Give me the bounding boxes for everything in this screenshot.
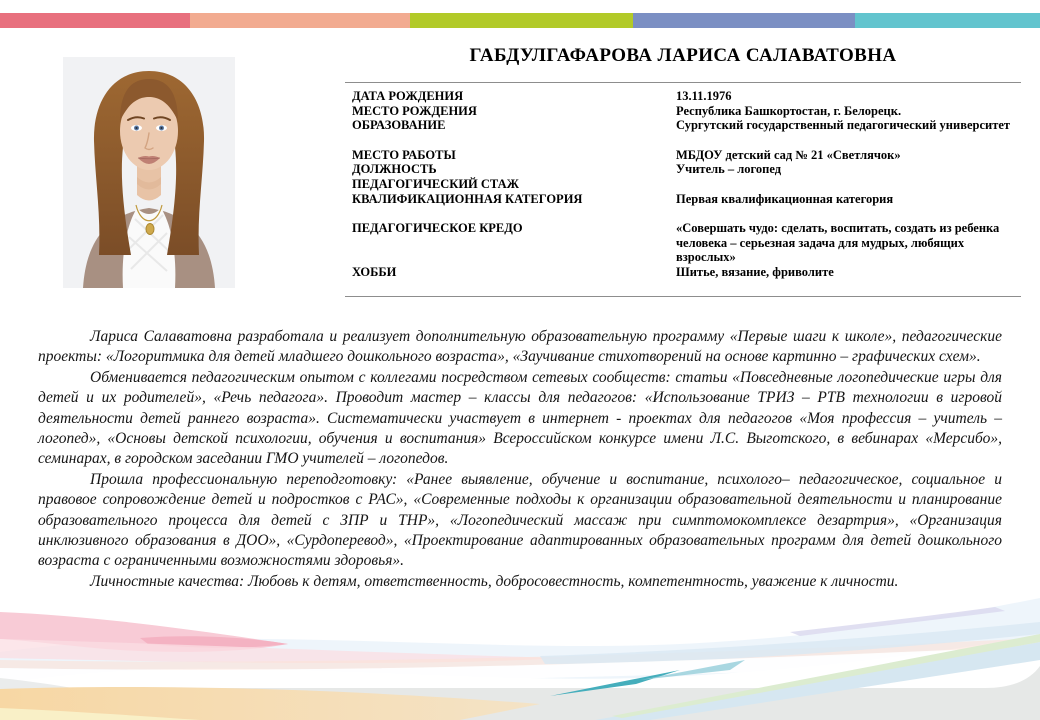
profile-fields xyxy=(352,89,1020,280)
field-label: ПЕДАГОГИЧЕСКИЙ СТАЖ xyxy=(352,176,520,191)
field-row xyxy=(352,177,1020,192)
field-group-credo xyxy=(352,221,1020,279)
field-value: Шитье, вязание, фриволите xyxy=(676,264,834,279)
field-value: МБДОУ детский сад № 21 «Светлячок» xyxy=(676,147,901,162)
field-label: ОБРАЗОВАНИЕ xyxy=(352,118,446,133)
color-segment-salmon xyxy=(190,13,410,28)
field-label: ХОББИ xyxy=(352,264,397,279)
divider-bottom xyxy=(345,296,1021,297)
field-label: МЕСТО РОЖДЕНИЯ xyxy=(352,103,477,118)
field-label: ПЕДАГОГИЧЕСКОЕ КРЕДО xyxy=(352,221,523,236)
field-row xyxy=(352,148,1020,163)
field-value: Учитель – логопед xyxy=(676,162,782,177)
field-label: МЕСТО РАБОТЫ xyxy=(352,147,456,162)
color-segment-coral xyxy=(0,13,190,28)
field-row xyxy=(352,118,1020,133)
bio-paragraph-experience: Обменивается педагогическим опытом с коллегами посредством сетевых сообществ: статьи «Повседневные логопедические игры для детей и их родителей», «Речь педагога». Проводит мастер – классы для педагогов: «Использование ТРИЗ – РТВ технологии в игровой деятельности детей раннего возраста». Систематически участвует в интернет - проектах для педагогов «Моя профессия – учитель – логопед», «Основы детской психологии, обучения и воспитания» Всероссийском конкурсе имени Л.С. Выготского, в вебинарах «Мерсибо», семинарах, в городском заседании ГМО учителей – логопедов. xyxy=(38,368,1002,468)
field-label: ДАТА РОЖДЕНИЯ xyxy=(352,89,464,103)
color-segment-lime xyxy=(410,13,633,28)
field-row xyxy=(352,192,1020,207)
field-row xyxy=(352,162,1020,177)
field-row xyxy=(352,265,1020,280)
divider-top xyxy=(345,82,1021,83)
field-value: Первая квалификационная категория xyxy=(676,191,894,206)
field-value: 13.11.1976 xyxy=(676,89,732,103)
field-label: КВАЛИФИКАЦИОННАЯ КАТЕГОРИЯ xyxy=(352,191,583,206)
field-row xyxy=(352,221,1020,265)
bio-paragraph-qualities: Личностные качества: Любовь к детям, ответственность, добросовестность, компетентность, уважение к личности. xyxy=(90,572,899,590)
color-segment-periwinkle xyxy=(633,13,855,28)
bio-paragraph-programs: Лариса Салаватовна разработала и реализует дополнительную образовательную программу «Первые шаги к школе», педагогические проекты: «Логоритмика для детей младшего дошкольного возраста», «Заучивание стихотворений на основе картинно – графических схем». xyxy=(38,328,1002,366)
field-row xyxy=(352,104,1020,119)
top-color-bar xyxy=(0,13,1040,28)
field-value xyxy=(676,177,1020,192)
field-value: Республика Башкортостан, г. Белорецк. xyxy=(676,103,902,118)
decorative-waves xyxy=(0,592,1040,720)
field-row xyxy=(352,89,1020,104)
portrait-photo xyxy=(63,57,235,288)
field-group-birth xyxy=(352,89,1020,133)
field-label: ДОЛЖНОСТЬ xyxy=(352,162,437,177)
field-group-work xyxy=(352,148,1020,206)
page-title: ГАБДУЛГАФАРОВА ЛАРИСА САЛАВАТОВНА xyxy=(469,45,897,66)
bio-paragraph-training: Прошла профессиональную переподготовку: «Ранее выявление, обучение и воспитание, психолого– педагогическое, социальное и правовое сопровождение детей и подростков с РАС», «Современные подходы к организации образовательной деятельности и планирование образовательного процесса для детей с ЗПР и ТНР», «Логопедический массаж при симптомокомплексе дезартрия», «Организация инклюзивного образования в ДОО», «Сурдоперевод», «Проектирование адаптированных образовательных программ для детей дошкольного возраста с ограниченными возможностями здоровья». xyxy=(38,470,1002,570)
field-value: «Совершать чудо: сделать, воспитать, создать из ребенка человека – серьезная задача для мудрых, любящих взрослых» xyxy=(676,221,1000,265)
bio-text xyxy=(38,327,1002,592)
color-segment-teal xyxy=(855,13,1040,28)
field-value: Сургутский государственный педагогический университет xyxy=(676,118,1011,133)
